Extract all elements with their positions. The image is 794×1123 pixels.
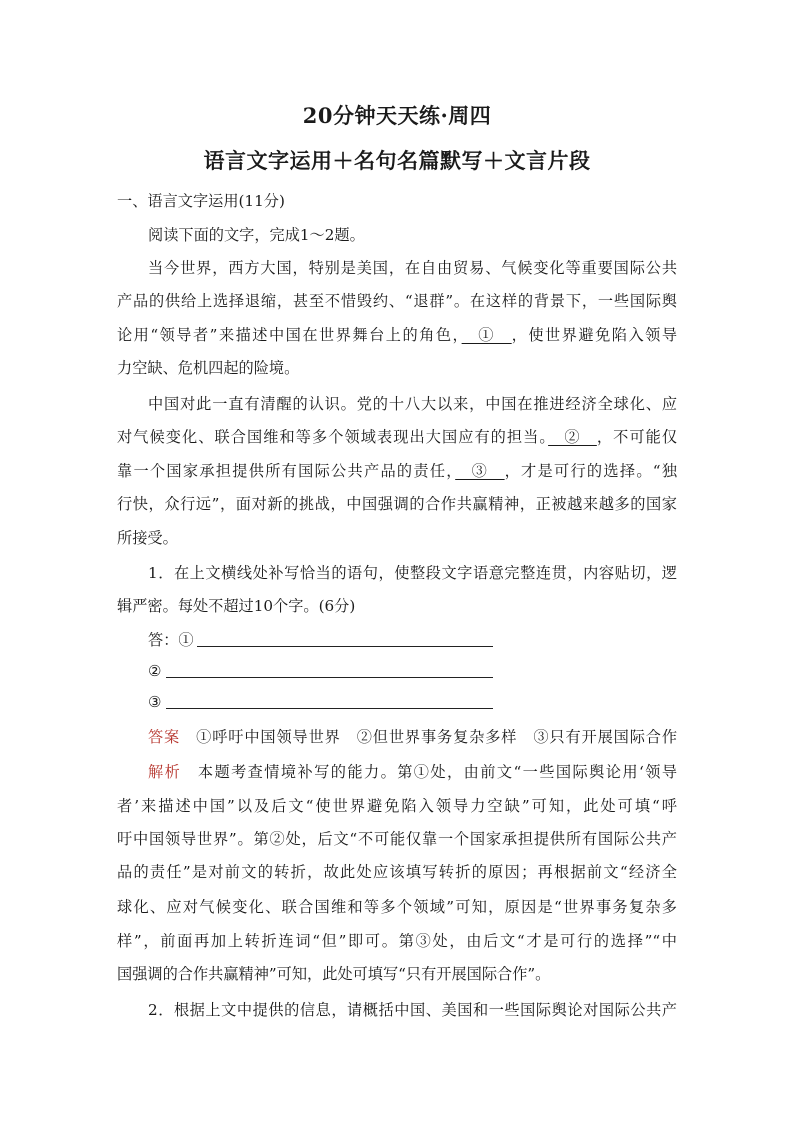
answer-line-1[interactable]: [197, 646, 493, 647]
answer-key: 答案 ①呼吁中国领导世界 ②但世界事务复杂多样 ③只有开展国际合作: [148, 728, 678, 746]
analysis-line: 国强调的合作共赢精神”可知，此处可填写“只有开展国际合作”。: [117, 965, 551, 983]
answer-slot-1: 答：①: [148, 631, 194, 649]
answer-label: 答案: [148, 728, 181, 746]
passage-line: 当今世界，西方大国，特别是美国，在自由贸易、气候变化等重要国际公共: [148, 259, 677, 277]
blank-2: ②: [548, 428, 597, 446]
answer-line-3[interactable]: [166, 708, 493, 709]
passage-line-with-blank: 对气候变化、联合国维和等多个领域表现出大国应有的担当。 ② ，不可能仅: [117, 428, 678, 446]
passage-line-with-blank: 靠一个国家承担提供所有国际公共产品的责任， ③ ，才是可行的选择。“独: [117, 462, 678, 480]
question-1-line: 1．在上文横线处补写恰当的语句，使整段文字语意完整连贯，内容贴切，逻: [148, 564, 677, 582]
page-title: 20分钟天天练·周四: [302, 103, 492, 128]
passage-line: 产品的供给上选择退缩，甚至不惜毁约、“退群”。在这样的背景下，一些国际舆: [117, 292, 677, 310]
passage-line: 所接受。: [117, 529, 178, 547]
answer-slot-3: ③: [148, 693, 162, 711]
analysis-label: 解析: [148, 763, 182, 781]
page-subtitle: 语言文字运用＋名句名篇默写＋文言片段: [203, 148, 591, 173]
reading-instruction: 阅读下面的文字，完成1～2题。: [148, 226, 365, 244]
analysis-line: 解析 本题考查情境补写的能力。第①处，由前文“一些国际舆论用‘领导: [148, 763, 678, 781]
section-heading: 一、语言文字运用(11分): [117, 192, 285, 210]
passage-line: 行快，众行远”，面对新的挑战，中国强调的合作共赢精神，正被越来越多的国家: [117, 495, 677, 513]
passage-line-with-blank: 论用“领导者”来描述中国在世界舞台上的角色， ① ，使世界避免陷入领导: [117, 326, 678, 344]
blank-3: ③: [455, 462, 505, 480]
question-2-line: 2．根据上文中提供的信息，请概括中国、美国和一些国际舆论对国际公共产: [148, 1001, 677, 1019]
question-1-line: 辑严密。每处不超过10个字。(6分): [117, 597, 356, 615]
blank-1: ①: [461, 326, 512, 344]
analysis-line: 球化、应对气候变化、联合国维和等多个领域”可知，原因是“世界事务复杂多: [117, 898, 677, 916]
passage-line: 中国对此一直有清醒的认识。党的十八大以来，中国在推进经济全球化、应: [148, 395, 677, 413]
analysis-line: 吁中国领导世界”。第②处，后文“不可能仅靠一个国家承担提供所有国际公共产: [117, 830, 677, 848]
answer-slot-2: ②: [148, 662, 162, 680]
analysis-line: 者’来描述中国”以及后文“使世界避免陷入领导力空缺”可知，此处可填“呼: [117, 797, 677, 815]
analysis-line: 样”，前面再加上转折连词“但”即可。第③处，由后文“才是可行的选择”“中: [117, 932, 677, 950]
passage-line: 力空缺、危机四起的险境。: [117, 359, 300, 377]
analysis-line: 品的责任”是对前文的转折，故此处应该填写转折的原因；再根据前文“经济全: [117, 863, 677, 881]
answer-line-2[interactable]: [166, 677, 493, 678]
